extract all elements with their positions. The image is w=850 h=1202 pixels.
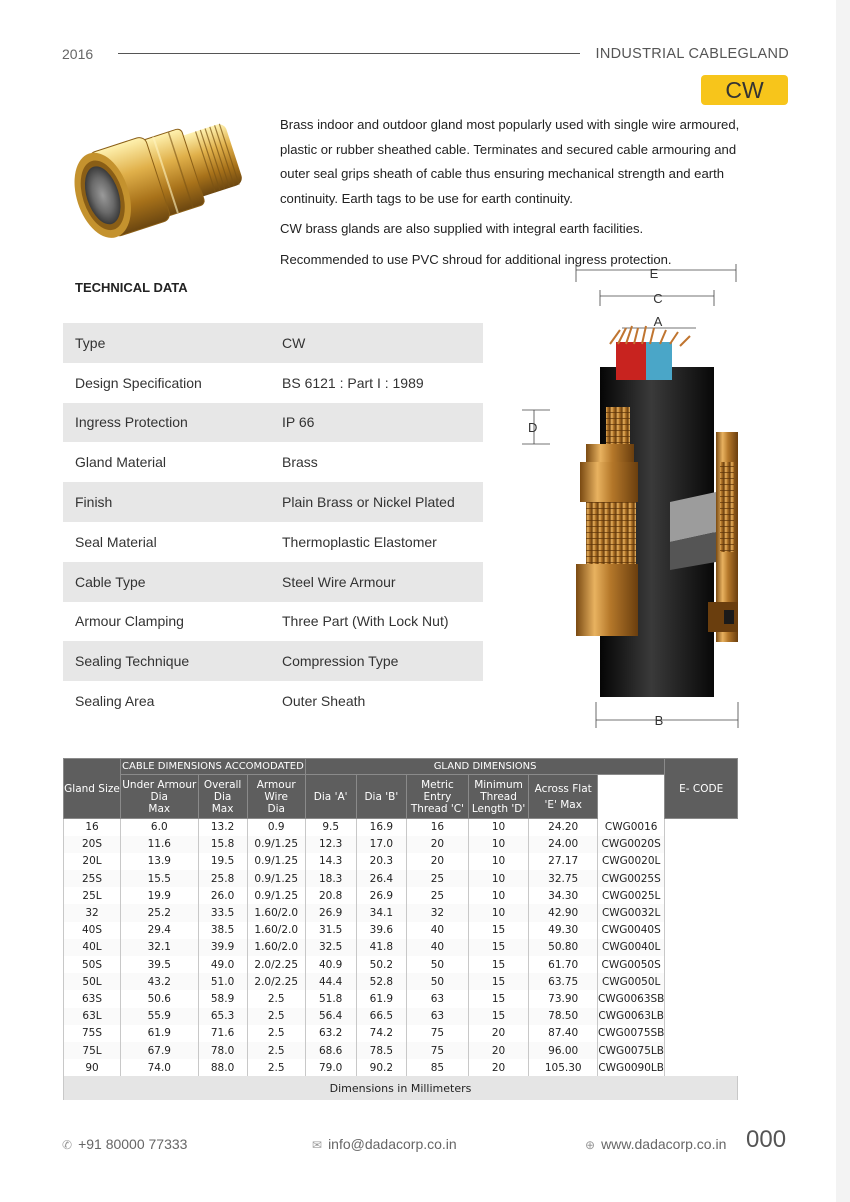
cell-metric-thread: 25 — [407, 887, 468, 904]
cell-across-flat: 73.90 — [529, 990, 597, 1007]
table-row — [64, 990, 738, 1007]
cell-under-armour-dia: 61.9 — [121, 1025, 199, 1042]
cell-metric-thread: 16 — [407, 819, 468, 836]
cell-gland-size: 32 — [64, 904, 121, 921]
cell-armour-wire-dia: 2.5 — [247, 990, 305, 1007]
cell-armour-wire-dia: 2.0/2.25 — [247, 973, 305, 990]
spec-row — [63, 562, 483, 602]
cell-armour-wire-dia: 0.9/1.25 — [247, 870, 305, 887]
cell-e-code: CWG0025S — [597, 870, 664, 887]
cell-overall-dia: 33.5 — [198, 904, 247, 921]
spec-label: Seal Material — [75, 533, 157, 550]
cell-e-code: CWG0050L — [597, 973, 664, 990]
cell-overall-dia: 71.6 — [198, 1025, 247, 1042]
spec-row — [63, 403, 483, 443]
spec-label: Ingress Protection — [75, 414, 188, 431]
cell-armour-wire-dia: 1.60/2.0 — [247, 922, 305, 939]
cell-e-code: CWG0063SB — [597, 990, 664, 1007]
cell-armour-wire-dia: 0.9/1.25 — [247, 887, 305, 904]
cell-overall-dia: 15.8 — [198, 836, 247, 853]
header-rule — [118, 53, 580, 54]
cell-across-flat: 105.30 — [529, 1059, 597, 1076]
table-row — [64, 853, 738, 870]
cell-dia-a: 32.5 — [305, 939, 356, 956]
cell-overall-dia: 65.3 — [198, 1008, 247, 1025]
header-metric-entry-thread: Metric Entry Thread 'C' — [407, 775, 468, 819]
technical-data-table — [63, 323, 483, 721]
cell-under-armour-dia: 6.0 — [121, 819, 199, 836]
cell-metric-thread: 32 — [407, 904, 468, 921]
spec-row — [63, 602, 483, 642]
cell-metric-thread: 85 — [407, 1059, 468, 1076]
cell-dia-b: 17.0 — [356, 836, 407, 853]
cell-min-thread-length: 15 — [468, 990, 529, 1007]
cell-gland-size: 75S — [64, 1025, 121, 1042]
cell-across-flat: 96.00 — [529, 1042, 597, 1059]
spec-value: Compression Type — [282, 653, 399, 670]
cell-gland-size: 16 — [64, 819, 121, 836]
cell-min-thread-length: 15 — [468, 1008, 529, 1025]
spec-value: Outer Sheath — [282, 693, 366, 710]
cell-dia-a: 26.9 — [305, 904, 356, 921]
cell-metric-thread: 63 — [407, 1008, 468, 1025]
cell-e-code: CWG0032L — [597, 904, 664, 921]
cell-under-armour-dia: 43.2 — [121, 973, 199, 990]
cell-across-flat: 32.75 — [529, 870, 597, 887]
cell-dia-b: 66.5 — [356, 1008, 407, 1025]
header-armour-wire: Armour Wire Dia — [247, 775, 305, 819]
cell-under-armour-dia: 15.5 — [121, 870, 199, 887]
cell-e-code: CWG0020L — [597, 853, 664, 870]
cell-armour-wire-dia: 0.9 — [247, 819, 305, 836]
cell-under-armour-dia: 50.6 — [121, 990, 199, 1007]
cell-overall-dia: 88.0 — [198, 1059, 247, 1076]
globe-icon: ⊕ — [585, 1138, 596, 1152]
description-paragraph: Brass indoor and outdoor gland most popularly used with single wire armoured, plastic or rubber sheathed cable. Terminates and secured cable armouring and outer seal grips sheath of cable thus ensuring mechanical strength and earth continuity. Earth tags to be use for earth continuity. — [280, 117, 740, 206]
cable-gland-cross-section-drawing — [520, 262, 750, 738]
cell-e-code: CWG0075LB — [597, 1042, 664, 1059]
cell-min-thread-length: 15 — [468, 973, 529, 990]
cell-dia-a: 79.0 — [305, 1059, 356, 1076]
cell-gland-size: 63L — [64, 1008, 121, 1025]
table-row — [64, 973, 738, 990]
spec-value: Brass — [282, 454, 318, 471]
header-gland-size: Gland Size — [64, 759, 121, 819]
cell-dia-b: 34.1 — [356, 904, 407, 921]
cell-dia-a: 14.3 — [305, 853, 356, 870]
email-address: info@dadacorp.co.in — [328, 1136, 457, 1152]
cell-under-armour-dia: 67.9 — [121, 1042, 199, 1059]
spec-value: BS 6121 : Part I : 1989 — [282, 374, 424, 391]
cell-under-armour-dia: 13.9 — [121, 853, 199, 870]
dimension-label-a: A — [653, 314, 663, 329]
cell-dia-b: 26.9 — [356, 887, 407, 904]
table-row — [64, 819, 738, 836]
cell-metric-thread: 20 — [407, 853, 468, 870]
cell-dia-b: 78.5 — [356, 1042, 407, 1059]
cell-e-code: CWG0075SB — [597, 1025, 664, 1042]
phone-icon: ✆ — [62, 1138, 73, 1152]
footer-email — [312, 1136, 457, 1152]
cell-gland-size: 50L — [64, 973, 121, 990]
cell-e-code: CWG0016 — [597, 819, 664, 836]
spec-row — [63, 442, 483, 482]
cell-gland-size: 25S — [64, 870, 121, 887]
spec-value: Plain Brass or Nickel Plated — [282, 494, 455, 511]
spec-label: Sealing Area — [75, 693, 155, 710]
cell-gland-size: 40S — [64, 922, 121, 939]
table-row — [64, 1008, 738, 1025]
spec-label: Gland Material — [75, 454, 167, 471]
cell-across-flat: 27.17 — [529, 853, 597, 870]
section-title: INDUSTRIAL CABLEGLAND — [595, 46, 789, 62]
cell-dia-a: 9.5 — [305, 819, 356, 836]
cell-across-flat: 61.70 — [529, 956, 597, 973]
cell-overall-dia: 58.9 — [198, 990, 247, 1007]
cell-dia-a: 18.3 — [305, 870, 356, 887]
table-row — [64, 1025, 738, 1042]
table-row — [64, 904, 738, 921]
cell-min-thread-length: 10 — [468, 887, 529, 904]
cell-dia-a: 12.3 — [305, 836, 356, 853]
cell-e-code: CWG0040L — [597, 939, 664, 956]
cell-metric-thread: 40 — [407, 922, 468, 939]
cell-overall-dia: 13.2 — [198, 819, 247, 836]
table-footnote: Dimensions in Millimeters — [64, 1076, 738, 1100]
table-row — [64, 956, 738, 973]
cell-e-code: CWG0040S — [597, 922, 664, 939]
cell-overall-dia: 25.8 — [198, 870, 247, 887]
cell-across-flat: 78.50 — [529, 1008, 597, 1025]
cell-gland-size: 20S — [64, 836, 121, 853]
cell-overall-dia: 38.5 — [198, 922, 247, 939]
spec-value: Thermoplastic Elastomer — [282, 533, 437, 550]
spec-label: Armour Clamping — [75, 613, 184, 630]
cell-metric-thread: 50 — [407, 956, 468, 973]
header-group-gland-dimensions: GLAND DIMENSIONS — [305, 759, 665, 775]
cell-under-armour-dia: 39.5 — [121, 956, 199, 973]
cell-min-thread-length: 20 — [468, 1025, 529, 1042]
cell-dia-b: 26.4 — [356, 870, 407, 887]
cell-min-thread-length: 15 — [468, 922, 529, 939]
envelope-icon: ✉ — [312, 1138, 323, 1152]
cell-dia-a: 63.2 — [305, 1025, 356, 1042]
cell-under-armour-dia: 32.1 — [121, 939, 199, 956]
cell-dia-a: 40.9 — [305, 956, 356, 973]
header-overall-dia: Overall Dia Max — [198, 775, 247, 819]
cell-across-flat: 87.40 — [529, 1025, 597, 1042]
cell-across-flat: 42.90 — [529, 904, 597, 921]
cell-armour-wire-dia: 2.0/2.25 — [247, 956, 305, 973]
cell-armour-wire-dia: 2.5 — [247, 1042, 305, 1059]
gland-dimensions-table — [63, 758, 738, 1100]
table-row — [64, 836, 738, 853]
table-row — [64, 1059, 738, 1076]
cell-across-flat: 49.30 — [529, 922, 597, 939]
table-row — [64, 939, 738, 956]
spec-value: Steel Wire Armour — [282, 573, 396, 590]
cell-metric-thread: 40 — [407, 939, 468, 956]
spec-label: Finish — [75, 494, 113, 511]
cell-armour-wire-dia: 2.5 — [247, 1008, 305, 1025]
cell-metric-thread: 25 — [407, 870, 468, 887]
cell-overall-dia: 26.0 — [198, 887, 247, 904]
table-row — [64, 922, 738, 939]
cell-min-thread-length: 20 — [468, 1059, 529, 1076]
spec-label: Type — [75, 334, 106, 351]
dimension-label-c: C — [653, 291, 663, 306]
cell-min-thread-length: 15 — [468, 956, 529, 973]
cell-across-flat: 50.80 — [529, 939, 597, 956]
cell-dia-b: 50.2 — [356, 956, 407, 973]
cell-dia-a: 51.8 — [305, 990, 356, 1007]
cable-gland-product-image — [58, 108, 254, 248]
spec-row — [63, 363, 483, 403]
cell-metric-thread: 20 — [407, 836, 468, 853]
cell-dia-b: 52.8 — [356, 973, 407, 990]
cell-gland-size: 50S — [64, 956, 121, 973]
cell-metric-thread: 75 — [407, 1042, 468, 1059]
cell-gland-size: 40L — [64, 939, 121, 956]
cell-dia-b: 74.2 — [356, 1025, 407, 1042]
cell-dia-a: 68.6 — [305, 1042, 356, 1059]
cell-overall-dia: 49.0 — [198, 956, 247, 973]
website-url: www.dadacorp.co.in — [601, 1136, 727, 1152]
cell-overall-dia: 39.9 — [198, 939, 247, 956]
header-across-flat: Across Flat 'E' Max — [529, 775, 597, 819]
cell-e-code: CWG0090LB — [597, 1059, 664, 1076]
cell-overall-dia: 51.0 — [198, 973, 247, 990]
description-paragraph: CW brass glands are also supplied with integral earth facilities. — [280, 221, 644, 236]
cell-gland-size: 90 — [64, 1059, 121, 1076]
header-e-code: E- CODE — [665, 759, 738, 819]
cell-e-code: CWG0063LB — [597, 1008, 664, 1025]
cell-dia-b: 39.6 — [356, 922, 407, 939]
cell-gland-size: 63S — [64, 990, 121, 1007]
footer-phone — [62, 1136, 187, 1152]
cell-dia-b: 16.9 — [356, 819, 407, 836]
cell-under-armour-dia: 19.9 — [121, 887, 199, 904]
table-row — [64, 1042, 738, 1059]
cell-min-thread-length: 10 — [468, 904, 529, 921]
phone-number: +91 80000 77333 — [78, 1136, 188, 1152]
cell-under-armour-dia: 11.6 — [121, 836, 199, 853]
cell-dia-b: 20.3 — [356, 853, 407, 870]
cell-across-flat: 63.75 — [529, 973, 597, 990]
spec-label: Design Specification — [75, 374, 202, 391]
dimension-label-d: D — [528, 420, 538, 435]
header-under-armour: Under Armour Dia Max — [121, 775, 199, 819]
cell-dia-b: 41.8 — [356, 939, 407, 956]
cell-gland-size: 25L — [64, 887, 121, 904]
table-row — [64, 870, 738, 887]
cell-dia-b: 90.2 — [356, 1059, 407, 1076]
spec-row — [63, 482, 483, 522]
table-row — [64, 887, 738, 904]
spec-row — [63, 522, 483, 562]
cell-under-armour-dia: 25.2 — [121, 904, 199, 921]
cell-e-code: CWG0020S — [597, 836, 664, 853]
cell-dia-a: 56.4 — [305, 1008, 356, 1025]
spec-row — [63, 641, 483, 681]
cell-e-code: CWG0025L — [597, 887, 664, 904]
year-label: 2016 — [62, 46, 94, 62]
cell-metric-thread: 75 — [407, 1025, 468, 1042]
cell-min-thread-length: 10 — [468, 870, 529, 887]
spec-row — [63, 323, 483, 363]
cell-across-flat: 24.20 — [529, 819, 597, 836]
cell-across-flat: 34.30 — [529, 887, 597, 904]
cell-e-code: CWG0050S — [597, 956, 664, 973]
cell-dia-a: 20.8 — [305, 887, 356, 904]
cell-gland-size: 75L — [64, 1042, 121, 1059]
dimension-label-b: B — [654, 713, 664, 728]
dimension-label-e: E — [649, 266, 659, 281]
cell-overall-dia: 19.5 — [198, 853, 247, 870]
spec-row — [63, 681, 483, 721]
page-number: 000 — [746, 1126, 787, 1153]
spec-label: Sealing Technique — [75, 653, 190, 670]
cell-armour-wire-dia: 2.5 — [247, 1059, 305, 1076]
header-min-thread-length: Minimum Thread Length 'D' — [468, 775, 529, 819]
product-description — [280, 113, 750, 272]
cell-under-armour-dia: 55.9 — [121, 1008, 199, 1025]
spec-label: Cable Type — [75, 573, 146, 590]
cell-armour-wire-dia: 0.9/1.25 — [247, 853, 305, 870]
spec-value: Three Part (With Lock Nut) — [282, 613, 449, 630]
product-code-badge: CW — [701, 75, 788, 105]
cell-dia-b: 61.9 — [356, 990, 407, 1007]
cell-under-armour-dia: 29.4 — [121, 922, 199, 939]
cell-min-thread-length: 10 — [468, 853, 529, 870]
cell-gland-size: 20L — [64, 853, 121, 870]
cell-min-thread-length: 10 — [468, 819, 529, 836]
cell-under-armour-dia: 74.0 — [121, 1059, 199, 1076]
page-edge-strip — [836, 0, 850, 1202]
spec-value: IP 66 — [282, 414, 315, 431]
description-paragraph: Recommended to use PVC shroud for additional ingress protection. — [280, 251, 672, 267]
cell-armour-wire-dia: 0.9/1.25 — [247, 836, 305, 853]
header-dia-b: Dia 'B' — [356, 775, 407, 819]
cell-armour-wire-dia: 1.60/2.0 — [247, 904, 305, 921]
spec-value: CW — [282, 334, 306, 351]
technical-data-heading: TECHNICAL DATA — [75, 280, 188, 295]
cell-armour-wire-dia: 2.5 — [247, 1025, 305, 1042]
cell-min-thread-length: 10 — [468, 836, 529, 853]
cell-across-flat: 24.00 — [529, 836, 597, 853]
cell-dia-a: 31.5 — [305, 922, 356, 939]
cell-overall-dia: 78.0 — [198, 1042, 247, 1059]
cell-min-thread-length: 20 — [468, 1042, 529, 1059]
cell-dia-a: 44.4 — [305, 973, 356, 990]
header-group-cable-dimensions: CABLE DIMENSIONS ACCOMODATED — [121, 759, 306, 775]
cell-metric-thread: 50 — [407, 973, 468, 990]
cell-metric-thread: 63 — [407, 990, 468, 1007]
footer-website — [585, 1136, 726, 1152]
cell-min-thread-length: 15 — [468, 939, 529, 956]
cell-armour-wire-dia: 1.60/2.0 — [247, 939, 305, 956]
header-dia-a: Dia 'A' — [305, 775, 356, 819]
